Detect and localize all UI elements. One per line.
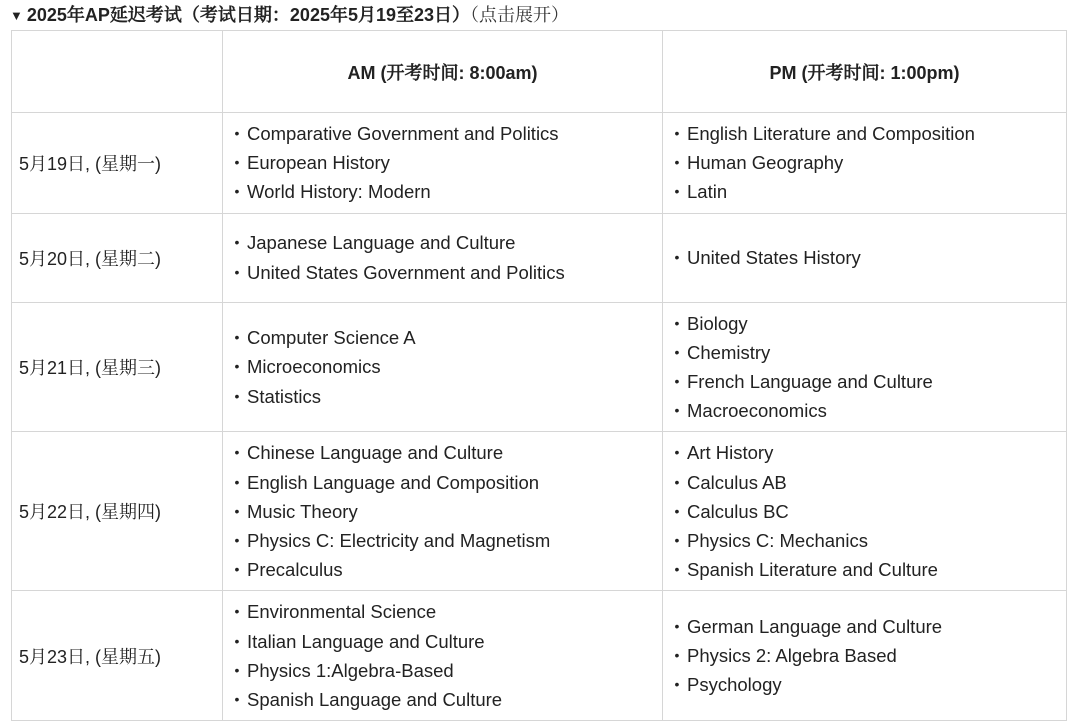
subject-name: Human Geography bbox=[687, 152, 844, 174]
bullet-icon: • bbox=[674, 502, 680, 519]
subject-name: English Language and Composition bbox=[247, 471, 540, 493]
subject-name: English Literature and Composition bbox=[687, 123, 975, 144]
list-item bbox=[667, 555, 1066, 584]
table-header-row bbox=[12, 31, 1067, 113]
subject-name: Macroeconomics bbox=[687, 400, 827, 422]
bullet-icon: • bbox=[674, 647, 680, 664]
list-item bbox=[227, 526, 662, 555]
bullet-icon: • bbox=[674, 444, 680, 461]
bullet-icon: • bbox=[674, 183, 680, 200]
subject-name: Spanish Literature and Culture bbox=[687, 559, 938, 581]
table-row bbox=[12, 302, 1067, 432]
am-subjects bbox=[223, 213, 663, 302]
bullet-icon: • bbox=[234, 561, 240, 578]
bullet-icon: • bbox=[234, 358, 240, 375]
subject-name: Calculus AB bbox=[687, 471, 787, 493]
row-date: 5月20日, (星期二) bbox=[12, 213, 223, 302]
bullet-icon: • bbox=[234, 234, 240, 251]
list-item bbox=[227, 627, 662, 656]
header-am: AM (开考时间: 8:00am) bbox=[223, 31, 663, 113]
bullet-icon: • bbox=[674, 473, 680, 490]
table-row bbox=[12, 213, 1067, 302]
list-item bbox=[667, 148, 1066, 177]
list-item bbox=[667, 468, 1066, 497]
list-item bbox=[227, 497, 662, 526]
pm-subjects bbox=[663, 302, 1067, 432]
subject-name: United States History bbox=[687, 247, 861, 268]
summary-expand-hint[interactable]: （点击展开） bbox=[470, 5, 570, 25]
bullet-icon: • bbox=[674, 373, 680, 390]
list-item bbox=[227, 177, 662, 206]
header-pm: PM (开考时间: 1:00pm) bbox=[663, 31, 1067, 113]
subject-name: Japanese Language and Culture bbox=[247, 232, 516, 254]
row-date: 5月19日, (星期一) bbox=[12, 113, 223, 214]
list-item bbox=[667, 396, 1066, 425]
bullet-icon: • bbox=[234, 473, 240, 490]
am-subjects bbox=[223, 302, 663, 432]
list-item bbox=[667, 177, 1066, 206]
subject-name: Latin bbox=[687, 181, 728, 203]
list-item bbox=[667, 438, 1066, 467]
bullet-icon: • bbox=[674, 532, 680, 549]
bullet-icon: • bbox=[674, 343, 680, 360]
bullet-icon: • bbox=[234, 263, 240, 280]
list-item bbox=[227, 148, 662, 177]
list-item bbox=[227, 656, 662, 685]
list-item bbox=[667, 367, 1066, 396]
list-item bbox=[227, 323, 662, 352]
bullet-icon: • bbox=[234, 387, 240, 404]
am-subjects bbox=[223, 432, 663, 591]
row-date: 5月21日, (星期三) bbox=[12, 302, 223, 432]
list-item bbox=[667, 641, 1066, 670]
bullet-icon: • bbox=[234, 691, 240, 708]
bullet-icon: • bbox=[674, 618, 680, 635]
bullet-icon: • bbox=[234, 154, 240, 171]
list-item bbox=[227, 438, 662, 467]
pm-subjects bbox=[663, 591, 1067, 721]
list-item bbox=[667, 119, 1066, 148]
bullet-icon: • bbox=[234, 444, 240, 461]
list-item bbox=[667, 338, 1066, 367]
subject-name: Psychology bbox=[687, 674, 782, 696]
am-subjects bbox=[223, 113, 663, 214]
table-row bbox=[12, 432, 1067, 591]
list-item bbox=[667, 243, 1066, 272]
list-item bbox=[227, 352, 662, 381]
subject-name: Computer Science A bbox=[247, 327, 416, 349]
bullet-icon: • bbox=[234, 183, 240, 200]
subject-name: World History: Modern bbox=[247, 181, 431, 203]
subject-name: Comparative Government and Politics bbox=[247, 123, 559, 144]
list-item bbox=[227, 119, 662, 148]
subject-name: Physics 2: Algebra Based bbox=[687, 645, 897, 667]
bullet-icon: • bbox=[234, 502, 240, 519]
subject-name: German Language and Culture bbox=[687, 616, 943, 638]
subject-name: Chinese Language and Culture bbox=[247, 442, 504, 464]
expand-triangle-icon[interactable]: ▼ bbox=[10, 8, 23, 23]
bullet-icon: • bbox=[234, 603, 240, 620]
subject-name: Physics C: Electricity and Magnetism bbox=[247, 530, 551, 552]
bullet-icon: • bbox=[674, 125, 680, 141]
bullet-icon: • bbox=[234, 125, 240, 141]
list-item bbox=[227, 555, 662, 584]
bullet-icon: • bbox=[674, 402, 680, 419]
subject-name: Precalculus bbox=[247, 559, 343, 581]
bullet-icon: • bbox=[234, 532, 240, 549]
subject-name: Physics C: Mechanics bbox=[687, 530, 868, 552]
schedule-summary-toggle[interactable] bbox=[10, 3, 569, 27]
header-date bbox=[12, 31, 223, 113]
pm-subjects bbox=[663, 213, 1067, 302]
summary-title: 2025年AP延迟考试（考试日期：2025年5月19至23日） bbox=[26, 5, 471, 25]
table-row bbox=[12, 591, 1067, 721]
list-item bbox=[227, 258, 662, 287]
list-item bbox=[227, 468, 662, 497]
subject-name: European History bbox=[247, 152, 390, 174]
subject-name: Environmental Science bbox=[247, 601, 437, 623]
bullet-icon: • bbox=[234, 661, 240, 678]
subject-name: Spanish Language and Culture bbox=[247, 689, 503, 711]
pm-subjects bbox=[663, 113, 1067, 214]
bullet-icon: • bbox=[234, 329, 240, 346]
row-date: 5月22日, (星期四) bbox=[12, 432, 223, 591]
list-item bbox=[667, 612, 1066, 641]
bullet-icon: • bbox=[234, 632, 240, 649]
exam-schedule-table bbox=[11, 30, 1067, 721]
list-item bbox=[227, 597, 662, 626]
list-item bbox=[227, 685, 662, 714]
list-item bbox=[667, 670, 1066, 699]
list-item bbox=[227, 228, 662, 257]
am-subjects bbox=[223, 591, 663, 721]
subject-name: Calculus BC bbox=[687, 500, 789, 522]
list-item bbox=[667, 497, 1066, 526]
bullet-icon: • bbox=[674, 561, 680, 578]
pm-subjects bbox=[663, 432, 1067, 591]
subject-name: Italian Language and Culture bbox=[247, 630, 485, 652]
row-date: 5月23日, (星期五) bbox=[12, 591, 223, 721]
bullet-icon: • bbox=[674, 314, 680, 331]
subject-name: Biology bbox=[687, 312, 748, 334]
subject-name: French Language and Culture bbox=[687, 371, 933, 393]
subject-name: Microeconomics bbox=[247, 356, 381, 378]
subject-name: United States Government and Politics bbox=[247, 261, 565, 283]
bullet-icon: • bbox=[674, 154, 680, 171]
table-row bbox=[12, 113, 1067, 214]
subject-name: Statistics bbox=[247, 385, 322, 407]
list-item bbox=[667, 309, 1066, 338]
subject-name: Music Theory bbox=[247, 500, 358, 522]
subject-name: Physics 1:Algebra-Based bbox=[247, 659, 454, 681]
subject-name: Art History bbox=[687, 442, 774, 464]
list-item bbox=[227, 382, 662, 411]
subject-name: Chemistry bbox=[687, 341, 771, 363]
bullet-icon: • bbox=[674, 249, 680, 265]
bullet-icon: • bbox=[674, 676, 680, 693]
list-item bbox=[667, 526, 1066, 555]
